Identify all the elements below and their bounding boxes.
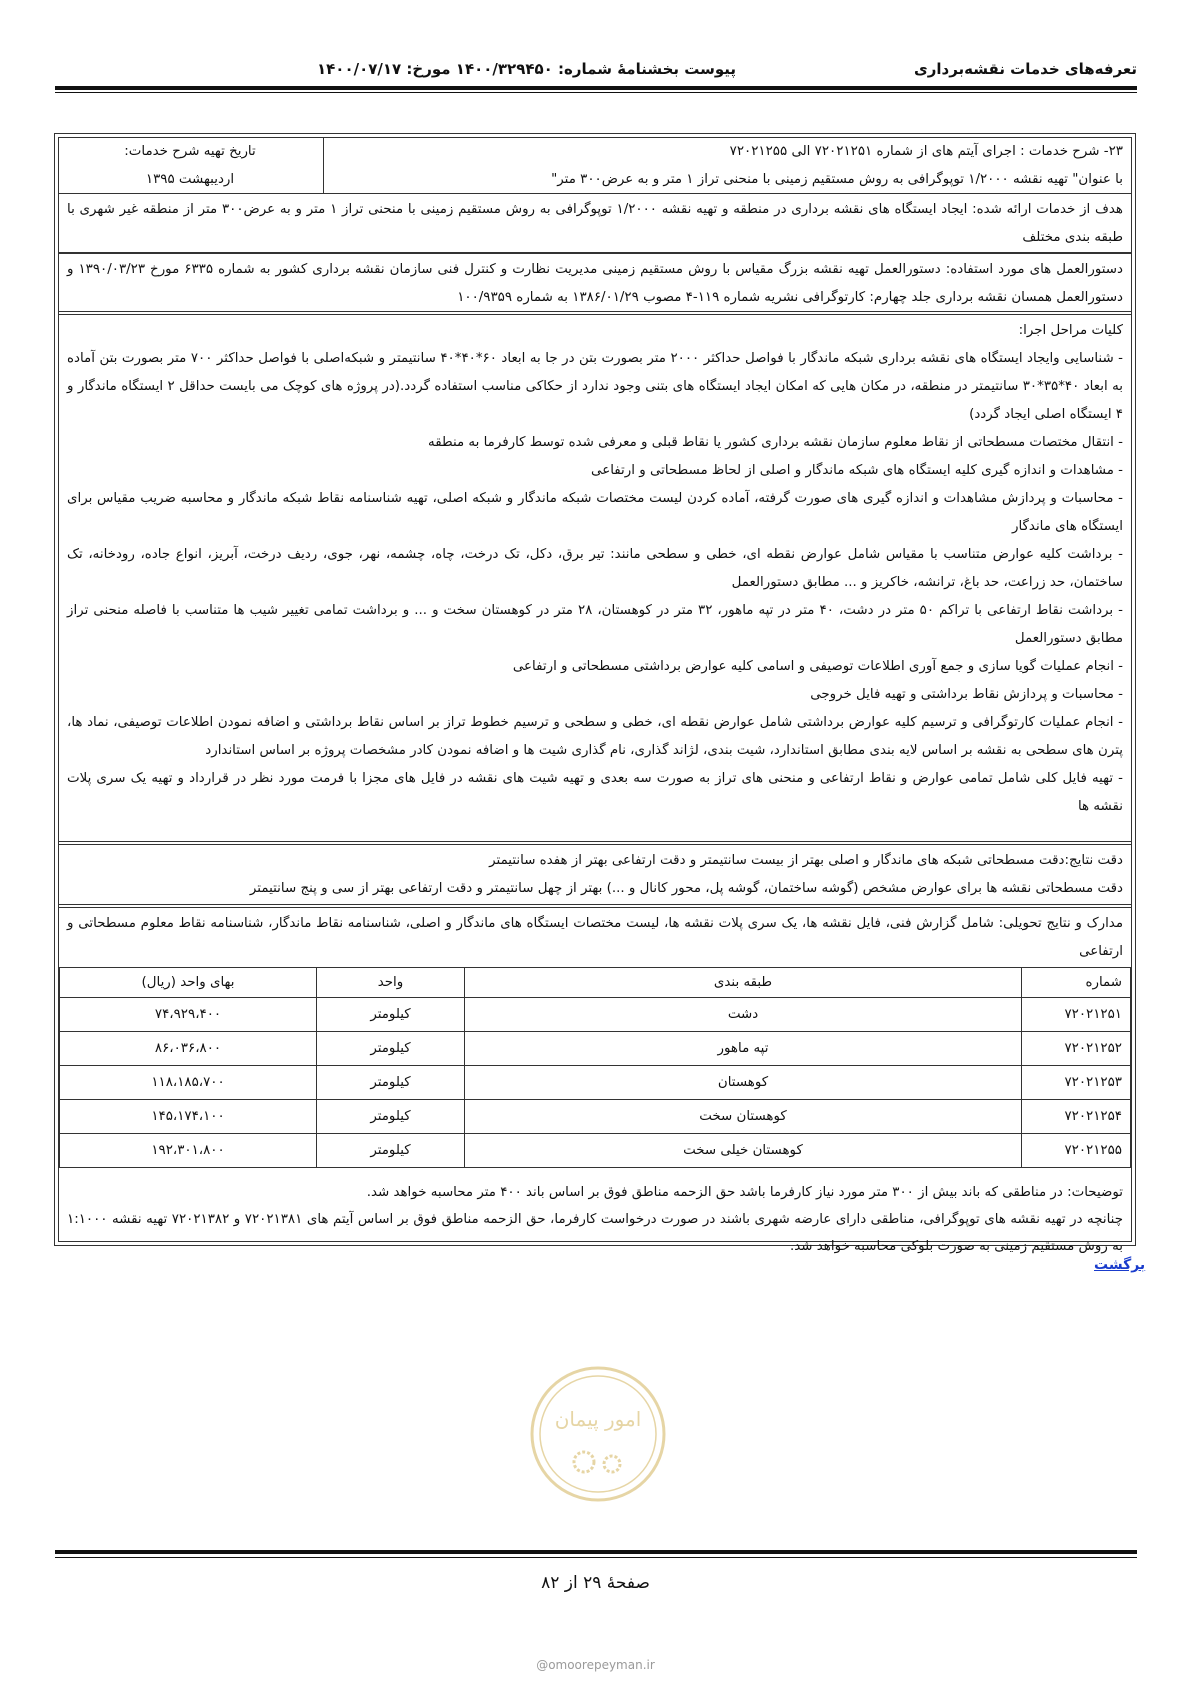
price-table	[59, 967, 1131, 1168]
circular-reference: پیوست بخشنامهٔ شماره: ۱۴۰۰/۳۲۹۴۵۰ مورخ: ۱۴۰۰/۰۷/۱۷	[317, 60, 737, 78]
notes-block	[59, 1179, 1131, 1254]
deliverables-text: مدارک و نتایج تحویلی: شامل گزارش فنی، فایل نقشه ها، یک سری پلات نقشه ها، لیست مختصات ایستگاه های ماندگار و اصلی، شناسنامه نقاط ماندگار، شناسنامه نقاط معلوم مسطحاتی و ارتفاعی	[67, 916, 1123, 959]
step-item: - شناسایی وایجاد ایستگاه های نقشه برداری شبکه ماندگار با فواصل حداکثر ۲۰۰۰ متر بصورت بتن در جا به ابعاد ۶۰*۴۰*۴۰ سانتیمتر و شبکه‌اصلی با فواصل حداکثر ۷۰۰ متر بصورت بتن آماده به ابعاد ۴۰*۳۵*۳۰ سانتیمتر در منطقه، در مکان هایی که امکان ایجاد ایستگاه های بتنی وجود ندارد از حکاکی مناسب استفاده گردد.(در پروژه های کوچک می بایست حداقل ۲ ایستگاه ماندگار و ۴ ایستگاه اصلی ایجاد گردد)	[67, 351, 1124, 422]
service-date-cell	[59, 138, 321, 194]
step-item: - انتقال مختصات مسطحاتی از نقاط معلوم سازمان نقشه برداری کشور یا نقاط قبلی و معرفی شده توسط کارفرما به منطقه	[428, 435, 1123, 450]
page-header	[55, 58, 1137, 82]
document-title: تعرفه‌های خدمات نقشه‌برداری	[913, 60, 1137, 78]
back-link[interactable]: برگشت	[1094, 1257, 1146, 1273]
row-unit: کیلومتر	[317, 1066, 465, 1100]
header-unit: واحد	[317, 968, 465, 998]
content-frame	[54, 133, 1136, 1254]
row-code: ۷۲۰۲۱۲۵۴	[1022, 1100, 1131, 1134]
table-header-row	[60, 968, 1131, 998]
instructions-block	[59, 253, 1131, 312]
steps-block	[59, 314, 1131, 842]
row-unit: کیلومتر	[317, 1134, 465, 1168]
step-item: - مشاهدات و اندازه گیری کلیه ایستگاه های شبکه ماندگار و اصلی از لحاظ مسطحاتی و ارتفاعی	[591, 463, 1123, 478]
header-classification: طبقه بندی	[465, 968, 1022, 998]
service-block	[59, 138, 1131, 194]
step-item: - برداشت نقاط ارتفاعی با تراکم ۵۰ متر در دشت، ۴۰ متر در تپه ماهور، ۳۲ متر در کوهستان، ۲۸ متر در کوهستان سخت و ... و برداشت تمامی تغییر شیب ها متناسب با فاصله منحنی تراز مطابق دستورالعمل	[67, 603, 1123, 646]
header-rule-thin	[55, 92, 1137, 93]
notes-line-1: توضیحات: در مناطقی که باند بیش از ۳۰۰ متر مورد نیاز کارفرما باشد حق الزحمه مناطق فوق بر اساس باند ۴۰۰ متر محاسبه خواهد شد.	[366, 1185, 1123, 1200]
row-classification: کوهستان خیلی سخت	[465, 1134, 1022, 1168]
notes-line-2: چنانچه در تهیه نقشه های توپوگرافی، مناطقی دارای عارضه شهری باشند در صورت درخواست کارفرما، حق الزحمه مناطق فوق بر اساس آیتم های ۷۲۰۲۱۳۸۱ و ۷۲۰۲۱۳۸۲ تهیه نقشه ۱:۱۰۰۰ به روش مستقیم زمینی به صورت بلوکی محاسبه خواهد شد.	[67, 1212, 1123, 1254]
deliverables-block	[59, 907, 1131, 967]
page-number: صفحهٔ ۲۹ از ۸۲	[541, 1573, 650, 1593]
objective-block	[59, 194, 1131, 253]
service-line-1: ۲۳- شرح خدمات : اجرای آیتم های از شماره ۷۲۰۲۱۲۵۱ الی ۷۲۰۲۱۲۵۵	[729, 144, 1123, 159]
accuracy-line-1: دقت نتایج:دقت مسطحاتی شبکه های ماندگار و اصلی بهتر از بیست سانتیمتر و دقت ارتفاعی بهتر از هفده سانتیمتر	[489, 853, 1123, 868]
table-row	[60, 1134, 1131, 1168]
row-price: ۱۱۸،۱۸۵،۷۰۰	[60, 1066, 317, 1100]
table-row	[60, 1100, 1131, 1134]
row-classification: تپه ماهور	[465, 1032, 1022, 1066]
step-item: - محاسبات و پردازش مشاهدات و اندازه گیری های صورت گرفته، آماده کردن لیست مختصات شبکه ماندگار و شبکه اصلی، تهیه شناسنامه نقاط شبکه ماندگار و محاسبه ضریب مقیاس برای ایستگاه های ماندگار	[67, 491, 1123, 534]
row-price: ۱۴۵،۱۷۴،۱۰۰	[60, 1100, 317, 1134]
step-item: - انجام عملیات کارتوگرافی و ترسیم کلیه عوارض برداشتی شامل عوارض نقطه ای، خطی و سطحی و ترسیم خطوط تراز بر اساس نقاط برداشتی و اضافه نمودن اطلاعات توصیفی، نماد ها، پترن های سطحی به نقشه بر اساس لایه بندی مطابق استاندارد، شیت بندی، لژاند گذاری، نام گذاری شیت ها و اضافه نمودن کادر مشخصات پروژه بر اساس استاندارد	[67, 715, 1123, 758]
row-unit: کیلومتر	[317, 1032, 465, 1066]
objective-text: هدف از خدمات ارائه شده: ایجاد ایستگاه های نقشه برداری در منطقه و تهیه نقشه ۱/۲۰۰۰ توپوگرافی به روش مستقیم زمینی با منحنی تراز ۱ متر و به عرض۳۰۰ متر از منطقه غیر شهری با طبقه بندی مختلف	[67, 202, 1123, 245]
header-price: بهای واحد (ریال)	[60, 968, 317, 998]
row-price: ۱۹۲،۳۰۱،۸۰۰	[60, 1134, 317, 1168]
row-code: ۷۲۰۲۱۲۵۳	[1022, 1066, 1131, 1100]
row-price: ۷۴،۹۲۹،۴۰۰	[60, 998, 317, 1032]
service-line-2: با عنوان" تهیه نقشه ۱/۲۰۰۰ توپوگرافی به روش مستقیم زمینی با منحنی تراز ۱ متر و به عرض۳۰۰ متر"	[551, 172, 1123, 187]
step-item: - برداشت کلیه عوارض متناسب با مقیاس شامل عوارض نقطه ای، خطی و سطحی مانند: تیر برق، دکل، تک درخت، چاه، چشمه، نهر، جوی، ردیف درخت، آبریز، انواع جاده، رودخانه، تک ساختمان، حد زراعت، حد باغ، ترانشه، خاکریز و ... مطابق دستورالعمل	[67, 547, 1123, 590]
service-description	[323, 138, 1131, 194]
accuracy-line-2: دقت مسطحاتی نقشه ها برای عوارض مشخص (گوشه ساختمان، گوشه پل، محور کانال و ...) بهتر از چهل سانتیمتر و دقت ارتفاعی بهتر از سی و پنج سانتیمتر	[249, 881, 1123, 896]
row-classification: دشت	[465, 998, 1022, 1032]
service-date-value: اردیبهشت ۱۳۹۵	[145, 172, 235, 187]
row-classification: کوهستان	[465, 1066, 1022, 1100]
step-item: - انجام عملیات گویا سازی و جمع آوری اطلاعات توصیفی و اسامی کلیه عوارض برداشتی مسطحاتی و ارتفاعی	[512, 659, 1123, 674]
step-item: - محاسبات و پردازش نقاط برداشتی و تهیه فایل خروجی	[810, 687, 1123, 702]
step-item: - تهیه فایل کلی شامل تمامی عوارض و نقاط ارتفاعی و منحنی های تراز به صورت سه بعدی و تهیه شیت های نقشه در فایل های مجزا با فرمت مورد نظر در قرارداد و تهیه یک سری پلات نقشه ها	[67, 771, 1123, 814]
row-unit: کیلومتر	[317, 1100, 465, 1134]
row-price: ۸۶،۰۳۶،۸۰۰	[60, 1032, 317, 1066]
table-row	[60, 998, 1131, 1032]
row-code: ۷۲۰۲۱۲۵۲	[1022, 1032, 1131, 1066]
service-date-label: تاریخ تهیه شرح خدمات:	[124, 144, 256, 159]
header-rule-thick	[55, 86, 1137, 90]
table-row	[60, 1066, 1131, 1100]
site-url: @omoorepeyman.ir	[536, 1658, 655, 1672]
row-code: ۷۲۰۲۱۲۵۱	[1022, 998, 1131, 1032]
table-row	[60, 1032, 1131, 1066]
instructions-text: دستورالعمل های مورد استفاده: دستورالعمل تهیه نقشه بزرگ مقیاس با روش مستقیم زمینی مدیریت نظارت و کنترل فنی سازمان نقشه برداری کشور به شماره ۶۳۳۵ مورخ ۱۳۹۰/۰۳/۲۳ و دستورالعمل همسان نقشه برداری جلد چهارم: کارتوگرافی نشریه شماره ۱۱۹-۴ مصوب ۱۳۸۶/۰۱/۲۹ به شماره ۱۰۰/۹۳۵۹	[67, 262, 1123, 305]
stamp-text: امور پیمان	[554, 1407, 642, 1431]
accuracy-block	[59, 844, 1131, 905]
row-classification: کوهستان سخت	[465, 1100, 1022, 1134]
steps-title: کلیات مراحل اجرا:	[1018, 323, 1123, 338]
footer-rule-thick	[55, 1550, 1137, 1554]
content-inner	[58, 137, 1132, 1254]
row-code: ۷۲۰۲۱۲۵۵	[1022, 1134, 1131, 1168]
header-code: شماره	[1022, 968, 1131, 998]
watermark-stamp	[528, 1364, 668, 1504]
row-unit: کیلومتر	[317, 998, 465, 1032]
footer-rule-thin	[55, 1557, 1137, 1558]
